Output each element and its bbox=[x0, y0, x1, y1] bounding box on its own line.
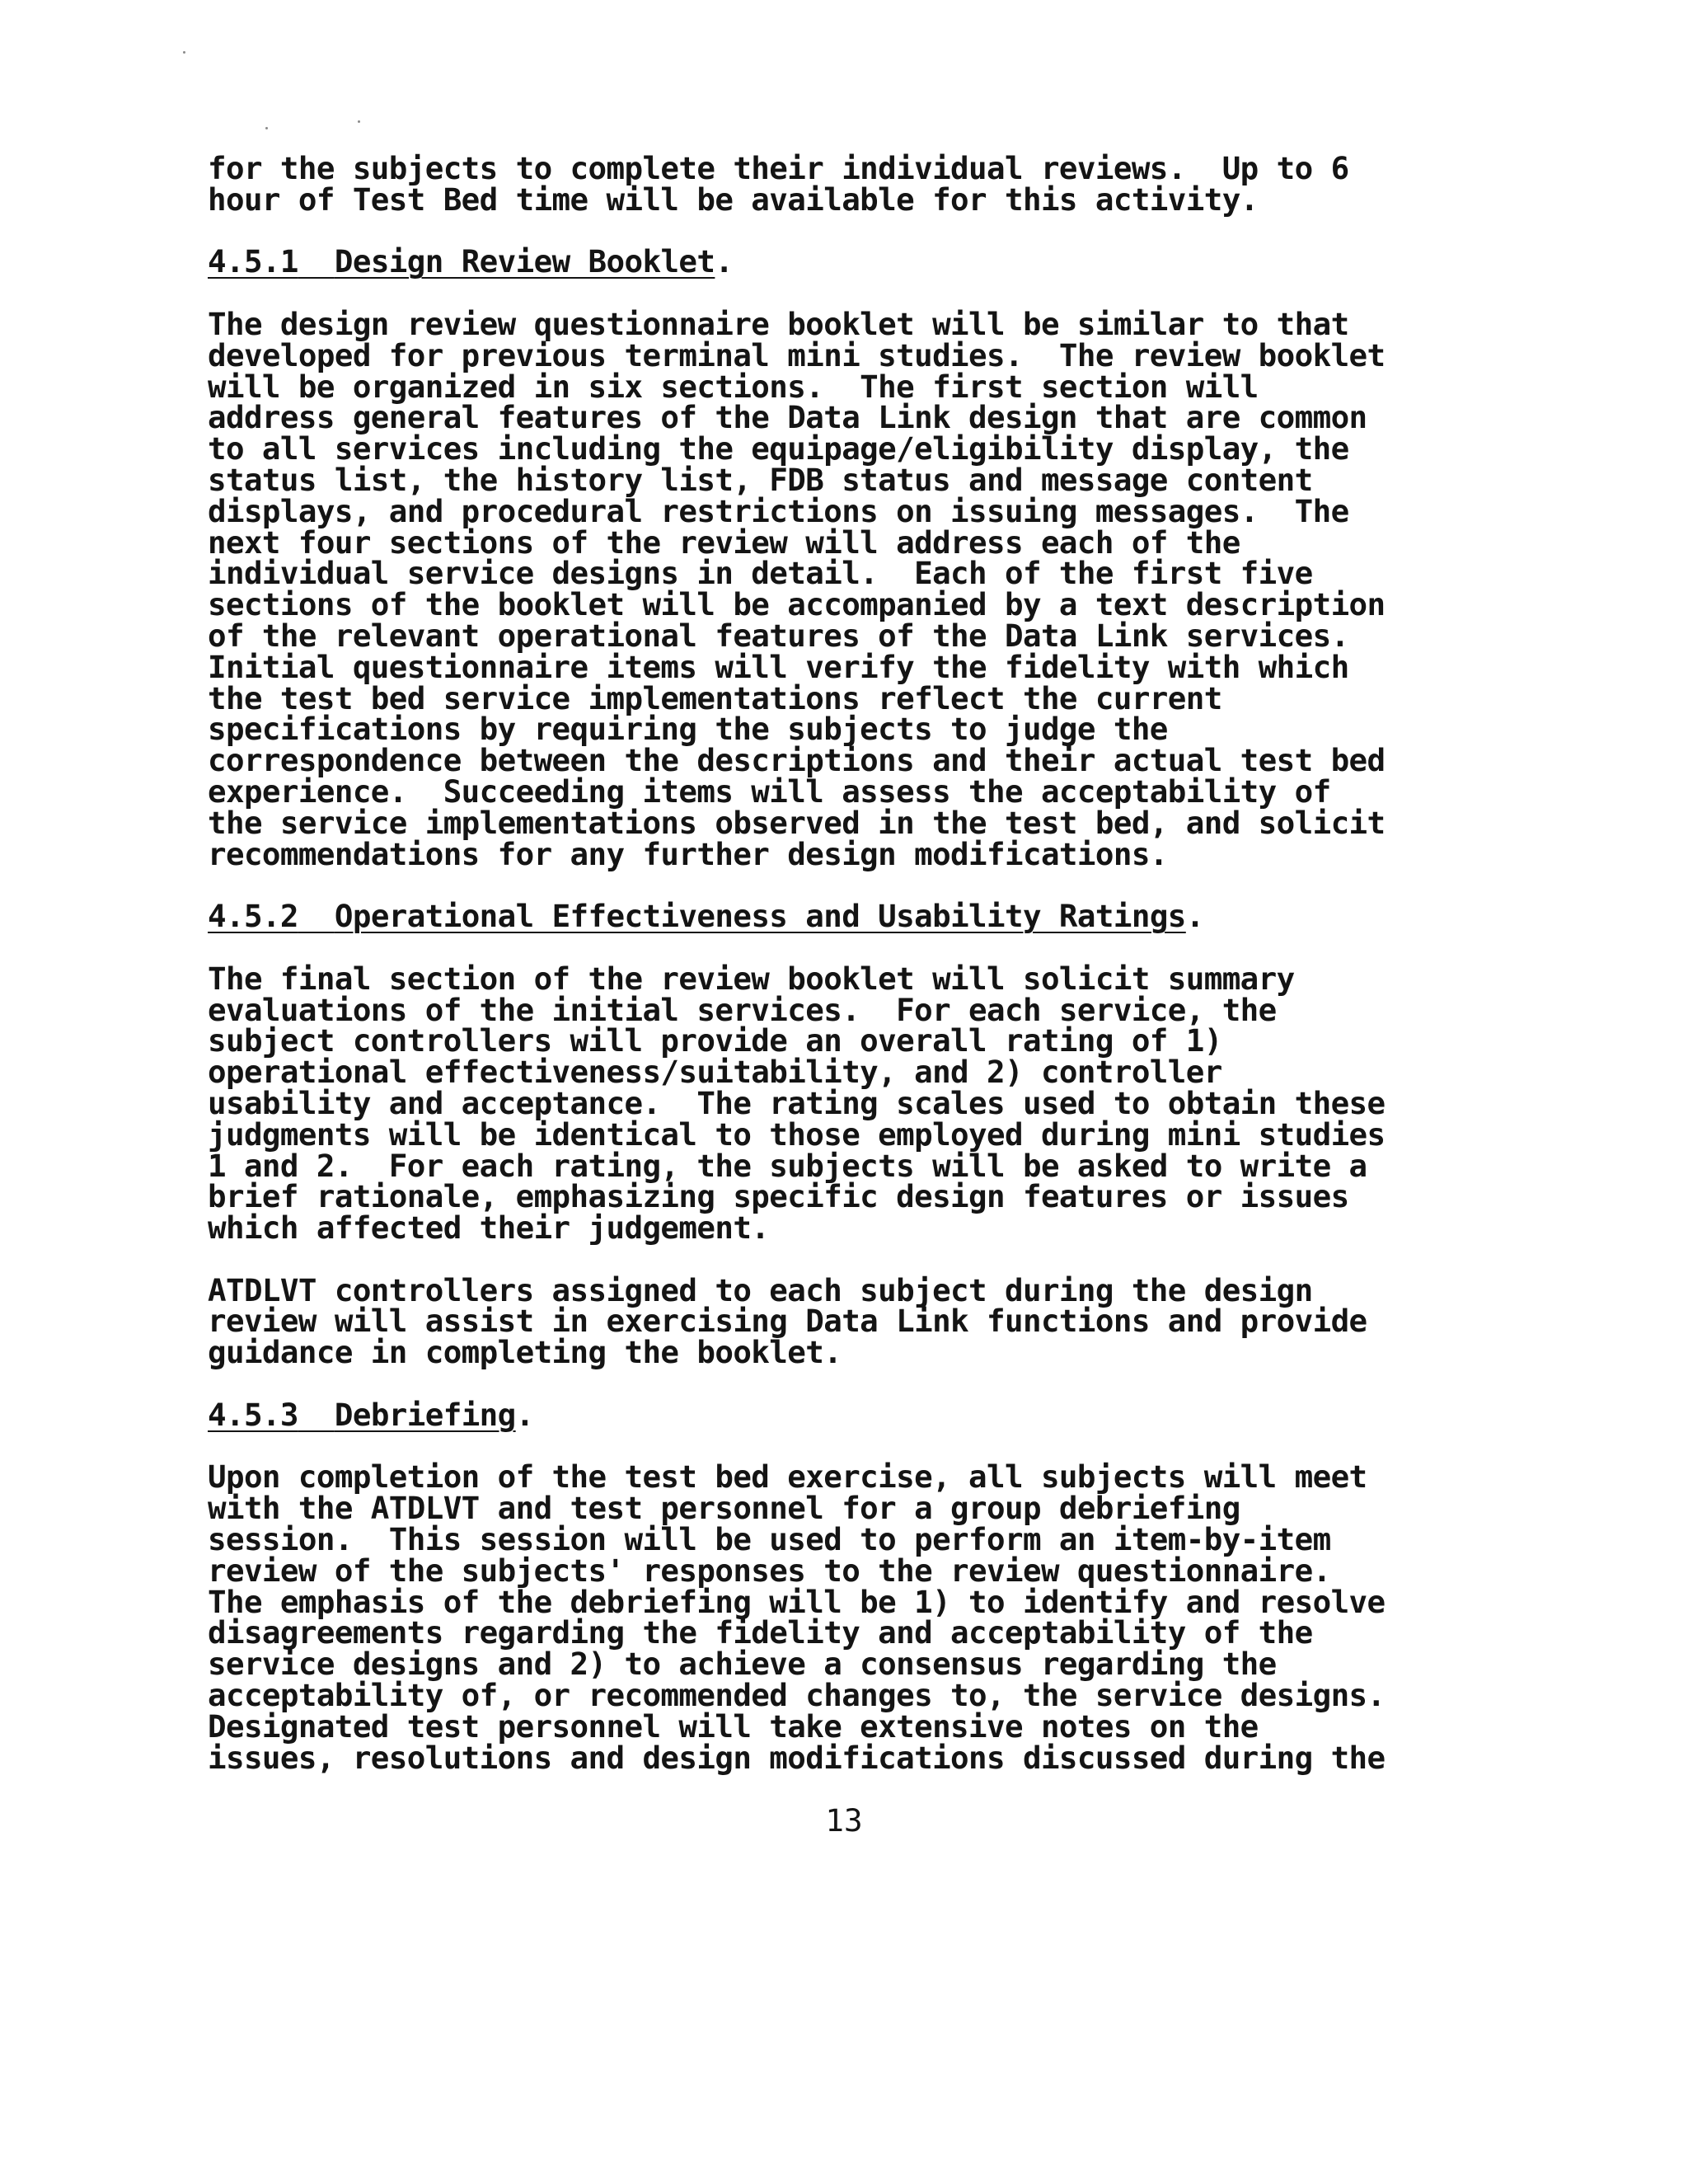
page-number: 13 bbox=[825, 1802, 863, 1839]
text-line: the test bed service implementations reflect the current bbox=[208, 679, 1222, 716]
text-line: review of the subjects' responses to the review questionnaire. bbox=[208, 1552, 1331, 1589]
section-heading-4-5-2: 4.5.2 Operational Effectiveness and Usability Ratings. bbox=[208, 898, 1204, 935]
text-line: for the subjects to complete their individual reviews. Up to 6 bbox=[208, 150, 1349, 186]
scan-speck bbox=[358, 120, 360, 123]
text-line: issues, resolutions and design modifications discussed during the bbox=[208, 1739, 1386, 1776]
section-heading-4-5-3: 4.5.3 Debriefing. bbox=[208, 1396, 534, 1433]
text-line: service designs and 2) to achieve a consensus regarding the bbox=[208, 1646, 1277, 1683]
text-line: correspondence between the descriptions and their actual test bed bbox=[208, 742, 1386, 779]
text-line: judgments will be identical to those employed during mini studies bbox=[208, 1115, 1386, 1153]
section-title: Design Review Booklet bbox=[334, 243, 715, 280]
text-line: the service implementations observed in the test bed, and solicit bbox=[208, 804, 1386, 841]
text-line: next four sections of the review will address each of the bbox=[208, 524, 1240, 561]
intro-paragraph bbox=[208, 150, 1526, 218]
paragraph-effectiveness-ratings bbox=[208, 960, 1526, 1247]
text-line: Upon completion of the test bed exercise, all subjects will meet bbox=[208, 1458, 1367, 1496]
text-line: status list, the history list, FDB status and message content bbox=[208, 461, 1313, 498]
text-line: individual service designs in detail. Each of the first five bbox=[208, 555, 1313, 592]
text-line: displays, and procedural restrictions on issuing messages. The bbox=[208, 492, 1349, 529]
scan-speck bbox=[265, 127, 268, 129]
text-line: evaluations of the initial services. For each service, the bbox=[208, 991, 1277, 1028]
text-line: address general features of the Data Link design that are common bbox=[208, 399, 1367, 436]
text-line: hour of Test Bed time will be available for this activity. bbox=[208, 181, 1259, 218]
paragraph-design-review-booklet bbox=[208, 305, 1526, 872]
text-line: brief rationale, emphasizing specific design features or issues bbox=[208, 1178, 1349, 1215]
text-line: usability and acceptance. The rating scales used to obtain these bbox=[208, 1084, 1386, 1121]
section-heading-4-5-1: 4.5.1 Design Review Booklet. bbox=[208, 243, 734, 280]
text-line: of the relevant operational features of the Data Link services. bbox=[208, 617, 1349, 654]
body-text bbox=[208, 150, 1526, 1776]
text-line: will be organized in six sections. The first section will bbox=[208, 368, 1259, 405]
scan-speck bbox=[183, 51, 185, 54]
text-line: The final section of the review booklet will solicit summary bbox=[208, 960, 1295, 997]
text-line: session. This session will be used to perform an item-by-item bbox=[208, 1521, 1331, 1558]
text-line: The design review questionnaire booklet will be similar to that bbox=[208, 305, 1349, 342]
section-title: Operational Effectiveness and Usability Ratings bbox=[334, 898, 1186, 935]
text-line: review will assist in exercising Data Link functions and provide bbox=[208, 1303, 1367, 1340]
text-line: with the ATDLVT and test personnel for a group debriefing bbox=[208, 1490, 1240, 1527]
text-line: The emphasis of the debriefing will be 1) to identify and resolve bbox=[208, 1583, 1386, 1620]
text-line: to all services including the equipage/eligibility display, the bbox=[208, 430, 1349, 467]
section-title: Debriefing bbox=[334, 1396, 516, 1433]
text-line: disagreements regarding the fidelity and acceptability of the bbox=[208, 1614, 1313, 1651]
text-line: subject controllers will provide an overall rating of 1) bbox=[208, 1022, 1222, 1059]
text-line: guidance in completing the booklet. bbox=[208, 1334, 842, 1371]
text-line: 1 and 2. For each rating, the subjects will be asked to write a bbox=[208, 1147, 1367, 1184]
section-number: 4.5.2 bbox=[208, 898, 298, 935]
text-line: which affected their judgement. bbox=[208, 1209, 770, 1247]
text-line: sections of the booklet will be accompanied by a text description bbox=[208, 586, 1386, 623]
paragraph-atdlvt-controllers bbox=[208, 1271, 1526, 1371]
text-line: Initial questionnaire items will verify the fidelity with which bbox=[208, 648, 1349, 685]
section-number: 4.5.1 bbox=[208, 243, 298, 280]
section-number: 4.5.3 bbox=[208, 1396, 298, 1433]
text-line: Designated test personnel will take extensive notes on the bbox=[208, 1707, 1259, 1745]
text-line: acceptability of, or recommended changes to, the service designs. bbox=[208, 1677, 1386, 1714]
text-line: ATDLVT controllers assigned to each subject during the design bbox=[208, 1271, 1313, 1308]
text-line: recommendations for any further design modifications. bbox=[208, 835, 1168, 872]
paragraph-debriefing bbox=[208, 1458, 1526, 1776]
text-line: experience. Succeeding items will assess the acceptability of bbox=[208, 773, 1331, 810]
text-line: developed for previous terminal mini studies. The review booklet bbox=[208, 336, 1386, 373]
text-line: specifications by requiring the subjects to judge the bbox=[208, 711, 1168, 748]
text-line: operational effectiveness/suitability, and 2) controller bbox=[208, 1054, 1222, 1091]
